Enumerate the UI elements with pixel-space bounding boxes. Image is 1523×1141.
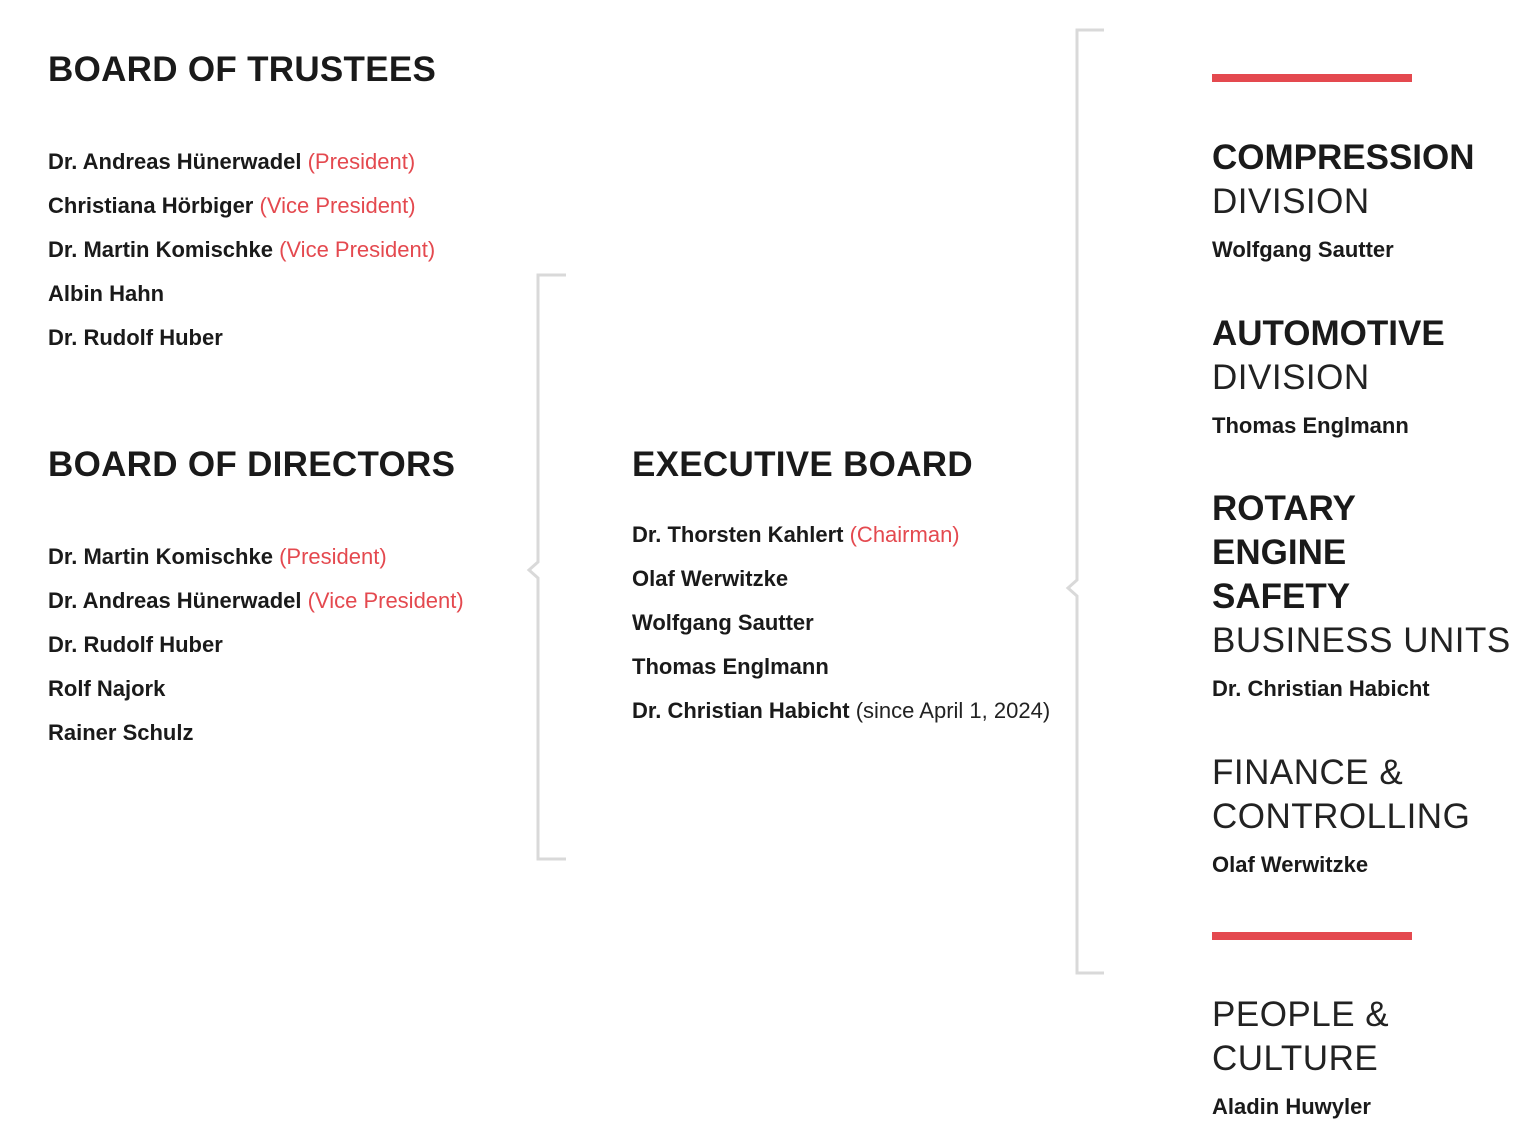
board-of-trustees-title: BOARD OF TRUSTEES	[48, 50, 437, 89]
board-of-directors-title: BOARD OF DIRECTORS	[48, 445, 456, 484]
director-member	[48, 631, 223, 659]
unit-title-light: CULTURE	[1212, 1039, 1379, 1078]
member-name: Olaf Werwitzke	[632, 566, 789, 591]
unit-automotive-head: Thomas Englmann	[1212, 413, 1409, 438]
member-name: Thomas Englmann	[632, 654, 829, 679]
director-member	[48, 543, 387, 571]
member-name: Rainer Schulz	[48, 720, 194, 745]
accent-bar-bottom	[1212, 932, 1412, 940]
unit-title-light: PEOPLE &	[1212, 995, 1390, 1034]
executive-member	[632, 565, 788, 593]
member-name: Dr. Martin Komischke	[48, 237, 273, 262]
member-role: (President)	[307, 149, 416, 174]
unit-title-light: FINANCE &	[1212, 753, 1404, 792]
member-name: Albin Hahn	[48, 281, 165, 306]
member-name: Dr. Rudolf Huber	[48, 325, 223, 350]
member-role: (Vice President)	[307, 588, 464, 613]
unit-title-light: CONTROLLING	[1212, 797, 1471, 836]
unit-rotary-title	[1212, 487, 1511, 663]
member-role: (Vice President)	[259, 193, 416, 218]
unit-compression-title	[1212, 136, 1475, 224]
unit-automotive-title	[1212, 312, 1445, 400]
member-name: Rolf Najork	[48, 676, 166, 701]
bracket-executive-to-units	[1068, 30, 1104, 973]
member-role: (Vice President)	[279, 237, 436, 262]
member-name: Christiana Hörbiger	[48, 193, 254, 218]
member-name: Dr. Thorsten Kahlert	[632, 522, 844, 547]
member-name: Dr. Andreas Hünerwadel	[48, 149, 302, 174]
executive-member	[632, 609, 814, 637]
trustee-member	[48, 324, 223, 352]
unit-people-head: Aladin Huwyler	[1212, 1094, 1371, 1119]
member-role: (President)	[279, 544, 387, 569]
unit-rotary-head: Dr. Christian Habicht	[1212, 676, 1430, 701]
director-member	[48, 719, 193, 747]
bracket-directors-to-executive	[529, 275, 566, 859]
unit-title-bold: COMPRESSION	[1212, 138, 1475, 177]
executive-member	[632, 653, 829, 681]
unit-compression-head: Wolfgang Sautter	[1212, 237, 1394, 262]
unit-title-bold: ROTARY	[1212, 489, 1356, 528]
director-member	[48, 675, 165, 703]
member-name: Dr. Christian Habicht	[632, 698, 850, 723]
executive-member	[632, 521, 960, 549]
director-member	[48, 587, 464, 615]
unit-people-title	[1212, 993, 1389, 1081]
trustee-member	[48, 280, 164, 308]
executive-member	[632, 697, 1050, 725]
unit-title-bold: SAFETY	[1212, 577, 1351, 616]
member-role: (Chairman)	[849, 522, 960, 547]
unit-finance-title	[1212, 751, 1470, 839]
member-name: Dr. Martin Komischke	[48, 544, 273, 569]
executive-board-title: EXECUTIVE BOARD	[632, 445, 973, 484]
unit-title-bold: ENGINE	[1212, 533, 1347, 572]
trustee-member	[48, 148, 415, 176]
trustee-member	[48, 192, 416, 220]
member-name: Wolfgang Sautter	[632, 610, 814, 635]
member-name: Dr. Andreas Hünerwadel	[48, 588, 302, 613]
trustee-member	[48, 236, 435, 264]
unit-finance-head: Olaf Werwitzke	[1212, 852, 1369, 877]
unit-title-light: DIVISION	[1212, 182, 1370, 221]
accent-bar-top	[1212, 74, 1412, 82]
unit-title-bold: AUTOMOTIVE	[1212, 314, 1445, 353]
unit-title-light: BUSINESS UNITS	[1212, 621, 1511, 660]
member-name: Dr. Rudolf Huber	[48, 632, 223, 657]
unit-title-light: DIVISION	[1212, 358, 1370, 397]
member-note: (since April 1, 2024)	[855, 698, 1051, 723]
